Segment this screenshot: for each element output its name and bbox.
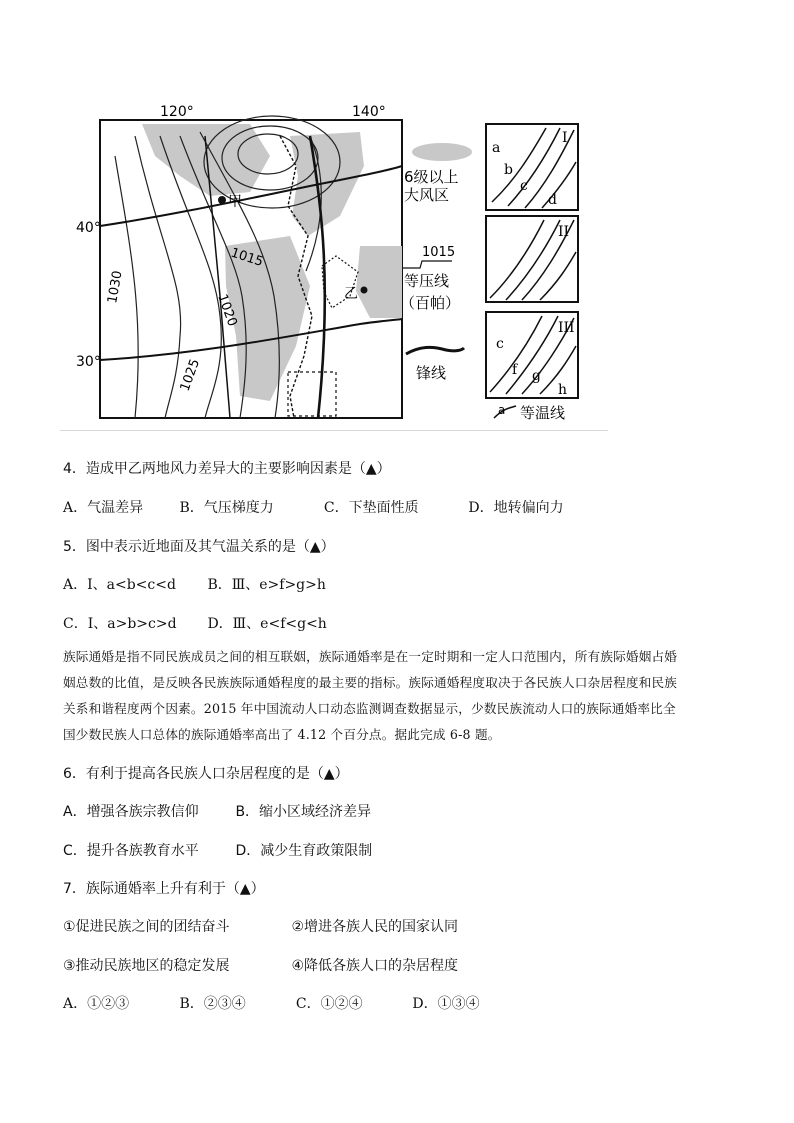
passage-line: 关系和谐程度两个因素。2015 年中国流动人口动态监测调查数据显示，少数民族流动人口的族际通婚率比全 — [63, 701, 676, 716]
q5-stem: 5．图中表示近地面及其气温关系的是（▲） — [63, 539, 335, 555]
q5-row1 — [63, 574, 326, 594]
q7-option-b: B．②③④ — [179, 996, 246, 1012]
lat-label-40: 40° — [76, 220, 101, 236]
panel-2-roman: II — [558, 224, 570, 240]
legend-isotherm-label: 等温线 — [520, 404, 566, 422]
isobar-label-1025: 1025 — [177, 357, 204, 394]
panel-1-letter-c: c — [520, 178, 528, 194]
q7-statement-2: ②增进各族人民的国家认同 — [291, 919, 459, 935]
q7-statement-1: ①促进民族之间的团结奋斗 — [63, 919, 230, 935]
q6-option-a: A．增强各族宗教信仰 — [63, 804, 199, 820]
panel-1-letter-a: a — [492, 140, 501, 156]
panel-1-roman: I — [562, 130, 568, 146]
q4-option-a: A．气温差异 — [63, 500, 144, 516]
q4-option-c: C．下垫面性质 — [323, 500, 419, 516]
place-yi-dot — [361, 287, 368, 294]
q4-stem: 4．造成甲乙两地风力差异大的主要影响因素是（▲） — [63, 461, 391, 477]
legend-isobar-label: 等压线 — [404, 272, 450, 290]
q7-option-d: D．①③④ — [412, 996, 480, 1012]
q4-option-d: D．地转偏向力 — [468, 500, 564, 516]
isobar-label-1020: 1020 — [214, 292, 240, 329]
q7-statement-4: ④降低各族人口的杂居程度 — [291, 958, 459, 974]
legend-isobar-value: 1015 — [422, 245, 456, 260]
panel-3-letter-g: g — [532, 368, 541, 384]
passage-line: 族际通婚是指不同民族成员之间的相互联姻，族际通婚率是在一定时期和一定人口范围内，所有族际婚姻占婚 — [63, 649, 678, 664]
legend-wind-zone-swatch — [412, 143, 472, 161]
passage-line: 国少数民族人口总体的族际通婚率高出了 4.12 个百分点。据此完成 6-8 题。 — [63, 727, 501, 742]
q6-option-b: B．缩小区域经济差异 — [235, 804, 372, 820]
legend-wind-zone-line1: 6级以上 — [404, 168, 459, 186]
q6-row1 — [63, 801, 371, 821]
place-jia-dot — [218, 196, 226, 204]
isobar-label-1015: 1015 — [228, 245, 265, 271]
q5-option-a: A．Ⅰ、a<b<c<d — [63, 577, 176, 593]
legend-isobar-line — [403, 261, 452, 268]
q5-option-c: C．Ⅰ、a>b>c>d — [63, 616, 177, 632]
lon-label-120: 120° — [160, 104, 194, 120]
q7-stem: 7．族际通婚率上升有利于（▲） — [63, 881, 265, 897]
weather-map-svg — [60, 96, 612, 432]
lon-label-140: 140° — [352, 104, 386, 120]
panel-1-letter-b: b — [504, 162, 513, 178]
panel-1-letter-d: d — [548, 192, 557, 208]
q7-row2 — [63, 955, 458, 975]
weather-map-figure — [60, 96, 612, 432]
q6-option-c: C．提升各族教育水平 — [63, 843, 199, 859]
q7-statement-3: ③推动民族地区的稳定发展 — [63, 958, 230, 974]
q7-options — [63, 993, 480, 1013]
q5-option-b: B．Ⅲ、e>f>g>h — [207, 577, 326, 593]
place-label-yi: 乙 — [344, 286, 358, 302]
figure-divider — [60, 430, 608, 431]
lat-label-30: 30° — [76, 354, 101, 370]
q7-option-a: A．①②③ — [63, 996, 130, 1012]
reading-passage — [63, 644, 731, 748]
panel-3-roman: III — [558, 320, 575, 336]
panel-3-letter-h: h — [558, 382, 568, 398]
legend-isobar-unit: （百帕） — [400, 294, 461, 312]
passage-line: 姻总数的比值，是反映各民族族际通婚程度的最主要的指标。族际通婚程度取决于各民族人口杂居程度和民族 — [63, 675, 678, 690]
legend-isotherm-letter: a — [498, 403, 506, 417]
panel-3-letter-f: f — [512, 362, 518, 378]
q4-options — [63, 497, 564, 517]
isobar-label-1030: 1030 — [105, 269, 126, 305]
q5-option-d: D．Ⅲ、e<f<g<h — [207, 616, 327, 632]
q7-option-c: C．①②④ — [295, 996, 363, 1012]
q5-row2 — [63, 613, 327, 633]
panel-3-letter-c: c — [496, 336, 504, 352]
legend-wind-zone-line2: 大风区 — [404, 186, 450, 204]
q4-option-b: B．气压梯度力 — [179, 500, 274, 516]
legend-front-line — [406, 347, 464, 354]
q6-row2 — [63, 840, 372, 860]
place-label-jia: 甲 — [228, 194, 242, 210]
q6-stem: 6．有利于提高各民族人口杂居程度的是（▲） — [63, 766, 349, 782]
q6-option-d: D．减少生育政策限制 — [235, 843, 373, 859]
legend-front-label: 锋线 — [416, 364, 447, 382]
q7-row1 — [63, 916, 458, 936]
